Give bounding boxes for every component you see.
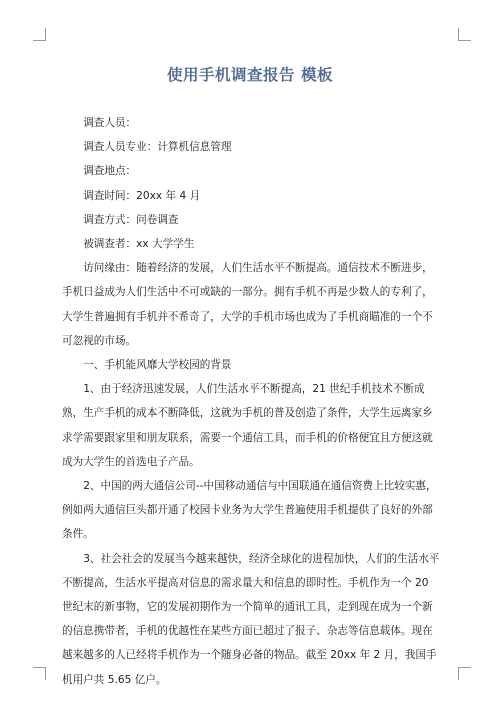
field-location: 调查地点： bbox=[83, 165, 137, 178]
crop-mark-top-right bbox=[458, 28, 471, 41]
crop-mark-bottom-left bbox=[33, 667, 46, 680]
field-method: 调查方式：问卷调查 bbox=[83, 213, 179, 226]
paragraph-point-2: 2、中国的两大通信公司--中国移动通信与中国联通在通信资费上比较实惠，例如两大通信巨头都开通了校园卡业务为大学生普遍使用手机提供了良好的外部条件。 bbox=[62, 480, 437, 541]
field-investigator: 调查人员： bbox=[83, 117, 137, 129]
document-body bbox=[62, 111, 440, 692]
paragraph-reason: 访问缘由：随着经济的发展，人们生活水平不断提高。通信技术不断进步，手机日益成为人们生活中不可或缺的一部分。拥有手机不再是少数人的专利了，大学生普遍拥有手机并不希奇了，大学的手机市场也成为了手机商瞄准的一个不可忽视的市场。 bbox=[62, 262, 433, 347]
section-heading-background: 一、手机能风靡大学校园的背景 bbox=[83, 359, 232, 372]
paragraph-point-3: 3、社会社会的发展当今越来越快，经济全球化的进程加快，人们的生活水平不断提高，生活水平提高对信息的需求量大和信息的即时性。手机作为一个 20 世纪末的新事物，它的发展初期作为一个简单的通讯工具，走到现在成为一个新的信息携带者，手机的优越性在某些方面已超过了报子、杂志等信息载体。现在越来越多的人已经将手机作为一个随身必备的物品。截至 20xx 年 2 月，我国手机用户共 5.65 亿户。 bbox=[62, 552, 440, 686]
crop-mark-top-left bbox=[33, 28, 46, 41]
field-investigator-major: 调查人员专业：计算机信息管理 bbox=[83, 141, 232, 154]
document-title: 使用手机调查报告 模板 bbox=[167, 66, 333, 84]
paragraph-point-1: 1、由于经济迅速发展，人们生活水平不断提高，21 世纪手机技术不断成熟，生产手机的成本不断降低，这就为手机的普及创造了条件，大学生远离家乡求学需要跟家里和朋友联系，需要一个通信工具，而手机的价格便宜且方便这就成为大学生的首选电子产品。 bbox=[62, 383, 433, 468]
crop-mark-bottom-right bbox=[458, 667, 471, 680]
field-respondents: 被调查者：xx 大学学生 bbox=[83, 238, 195, 251]
field-date: 调查时间：20xx 年 4 月 bbox=[83, 189, 201, 202]
